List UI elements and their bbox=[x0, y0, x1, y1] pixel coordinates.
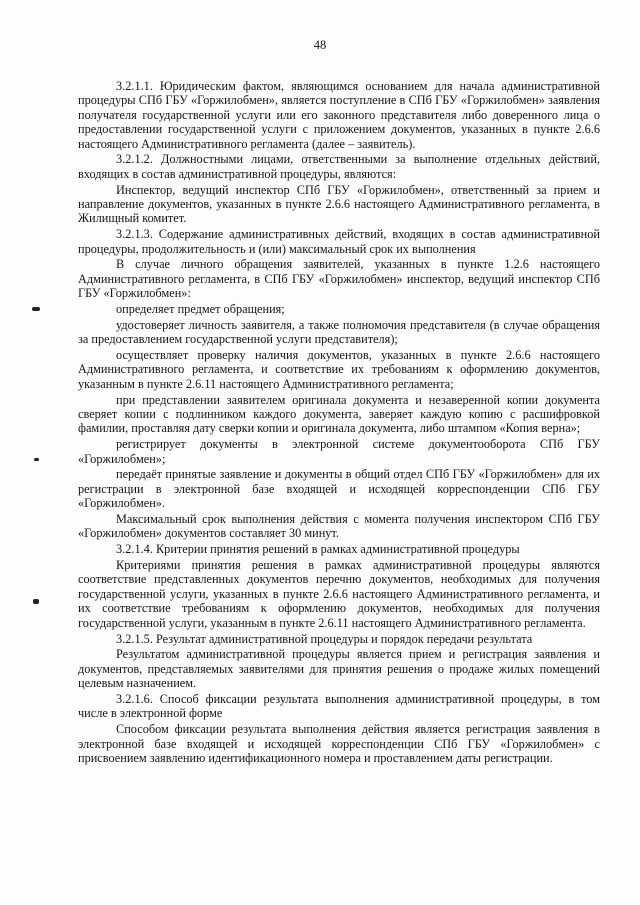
list-item-define-subject: определяет предмет обращения; bbox=[116, 302, 285, 317]
paragraph-3-2-1-5: 3.2.1.5. Результат административной процедуры и порядок передачи результата bbox=[116, 631, 533, 646]
paragraph-3-2-1-2: 3.2.1.2. Должностными лицами, ответственными за выполнение отдельных действий, входящих в состав административной процедуры, являются: bbox=[78, 152, 600, 181]
list-item-register-documents: регистрирует документы в электронной системе документооборота СПб ГБУ «Горжилобмен»; bbox=[78, 437, 600, 466]
paragraph-3-2-1-6: 3.2.1.6. Способ фиксации результата выполнения административной процедуры, в том числе в электронной форме bbox=[78, 691, 600, 721]
scan-mark bbox=[33, 599, 39, 604]
paragraph-3-2-1-1: 3.2.1.1. Юридическим фактом, являющимся основанием для начала административной процедуры СПб ГБУ «Горжилобмен», является поступление в СПб ГБУ «Горжилобмен» заявления получателя государственной услуги или его законного представителя либо доверенного лица о предоставлении государственной услуги с приложением документов, указанных в пункте 2.6.6 настоящего Административного регламента (далее – заявитель). bbox=[78, 79, 600, 151]
paragraph-decision-criteria: Критериями принятия решения в рамках административной процедуры являются соответствие представленных документов перечню документов, необходимых для получения государственной услуги, указанных в пункте 2.6.6 настоящего Административного регламента, и их соответствие требованиям к оформлению документов, необходимых для получения государственной услуги, указанным в пункте 2.6.11 настоящего Административного регламента. bbox=[78, 558, 600, 630]
paragraph-3-2-1-4: 3.2.1.4. Критерии принятия решений в рамках административной процедуры bbox=[116, 542, 520, 557]
paragraph-fixation-method: Способом фиксации результата выполнения действия является регистрация заявления в электронной базе входящей и исходящей корреспонденции СПб ГБУ «Горжилобмен» с присвоением заявлению идентификационного номера и проставлением даты регистрации. bbox=[78, 722, 600, 765]
list-item-verify-copies: при представлении заявителем оригинала документа и незаверенной копии документа сверяет копии с подлинником каждого документа, заверяет каждую копию с расшифровкой фамилии, проставляя дату сверки копии и оригинала документа, либо штампом «Копия верна»; bbox=[78, 392, 600, 436]
scan-mark bbox=[34, 458, 39, 461]
document-body bbox=[78, 79, 600, 767]
scan-mark bbox=[32, 307, 40, 311]
paragraph-max-duration: Максимальный срок выполнения действия с момента получения инспектором СПб ГБУ «Горжилобмен» документов составляет 30 минут. bbox=[78, 512, 600, 541]
list-item-transfer-documents: передаёт принятые заявление и документы в общий отдел СПб ГБУ «Горжилобмен» для их регистрации в электронной базе входящей и исходящей корреспонденции СПб ГБУ «Горжилобмен». bbox=[78, 467, 600, 511]
paragraph-procedure-result: Результатом административной процедуры является прием и регистрация заявления и документов, представляемых заявителями для принятия решения о продаже жилых помещений целевым назначением. bbox=[78, 647, 600, 691]
list-item-verify-identity: удостоверяет личность заявителя, а также полномочия представителя (в случае обращения за предоставлением государственной услуги представителя); bbox=[78, 317, 600, 347]
list-item-check-documents: осуществляет проверку наличия документов, указанных в пункте 2.6.6 настоящего Административного регламента, и соответствие их требованиям к оформлению документов, указанным в пункте 2.6.11 настоящего Административного регламента; bbox=[78, 348, 600, 391]
page-number: 48 bbox=[313, 38, 327, 52]
paragraph-responsible-inspector: Инспектор, ведущий инспектор СПб ГБУ «Горжилобмен», ответственный за прием и направление документов, указанных в пункте 2.6.6 настоящего Административного регламента, в Жилищный комитет. bbox=[78, 182, 600, 226]
paragraph-personal-appeal: В случае личного обращения заявителей, указанных в пункте 1.2.6 настоящего Административного регламента, в СПб ГБУ «Горжилобмен» инспектор, ведущий инспектор СПб ГБУ «Горжилобмен»: bbox=[78, 257, 600, 301]
paragraph-3-2-1-3: 3.2.1.3. Содержание административных действий, входящих в состав административной процедуры, продолжительность и (или) максимальный срок их выполнения bbox=[78, 227, 600, 256]
